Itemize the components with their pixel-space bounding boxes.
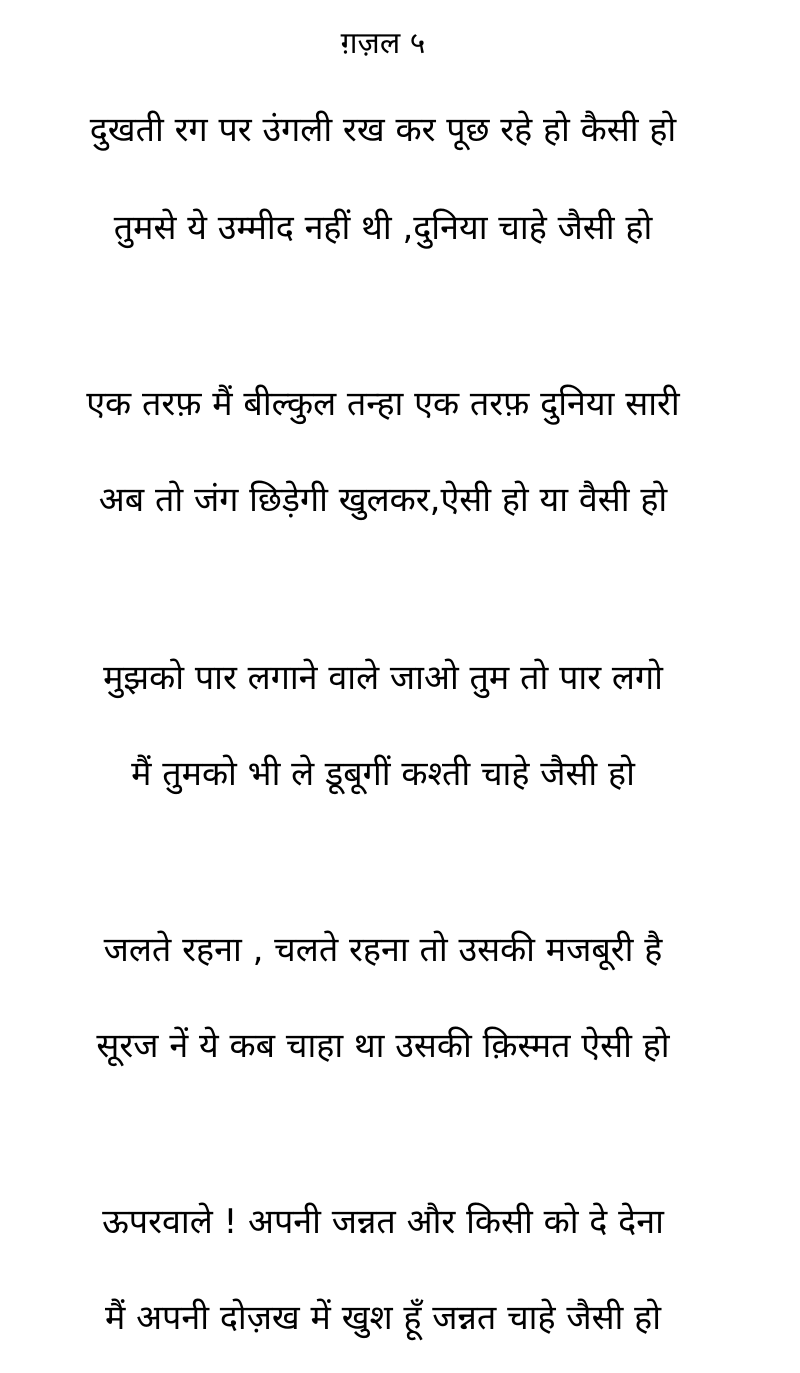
couplet-5-line-1: ऊपरवाले ! अपनी जन्नत और किसी को दे देना (102, 1202, 664, 1242)
couplet-2-line-1: एक तरफ़ मैं बील्कुल तन्हा एक तरफ़ दुनिया सारी (86, 384, 680, 424)
couplet-4-line-1: जलते रहना , चलते रहना तो उसकी मजबूरी है (103, 930, 663, 970)
couplet-1-line-2: तुमसे ये उम्मीद नहीं थी ,दुनिया चाहे जैसी हो (113, 208, 653, 248)
couplet-1-line-1: दुखती रग पर उंगली रख कर पूछ रहे हो कैसी हो (89, 110, 677, 150)
couplet-3-line-2: मैं तुमको भी ले डूबूगीं कश्ती चाहे जैसी हो (131, 754, 635, 794)
couplet-4-line-2: सूरज नें ये कब चाहा था उसकी क़िस्मत ऐसी हो (96, 1026, 670, 1066)
couplet-3-line-1: मुझको पार लगाने वाले जाओ तुम तो पार लगो (103, 658, 663, 698)
poem-title: ग़ज़ल ५ (340, 26, 426, 61)
couplet-5-line-2: मैं अपनी दोज़ख में खुश हूँ जन्नत चाहे जैसी हो (104, 1298, 662, 1338)
couplet-2-line-2: अब तो जंग छिड़ेगी खुलकर,ऐसी हो या वैसी हो (98, 480, 668, 520)
